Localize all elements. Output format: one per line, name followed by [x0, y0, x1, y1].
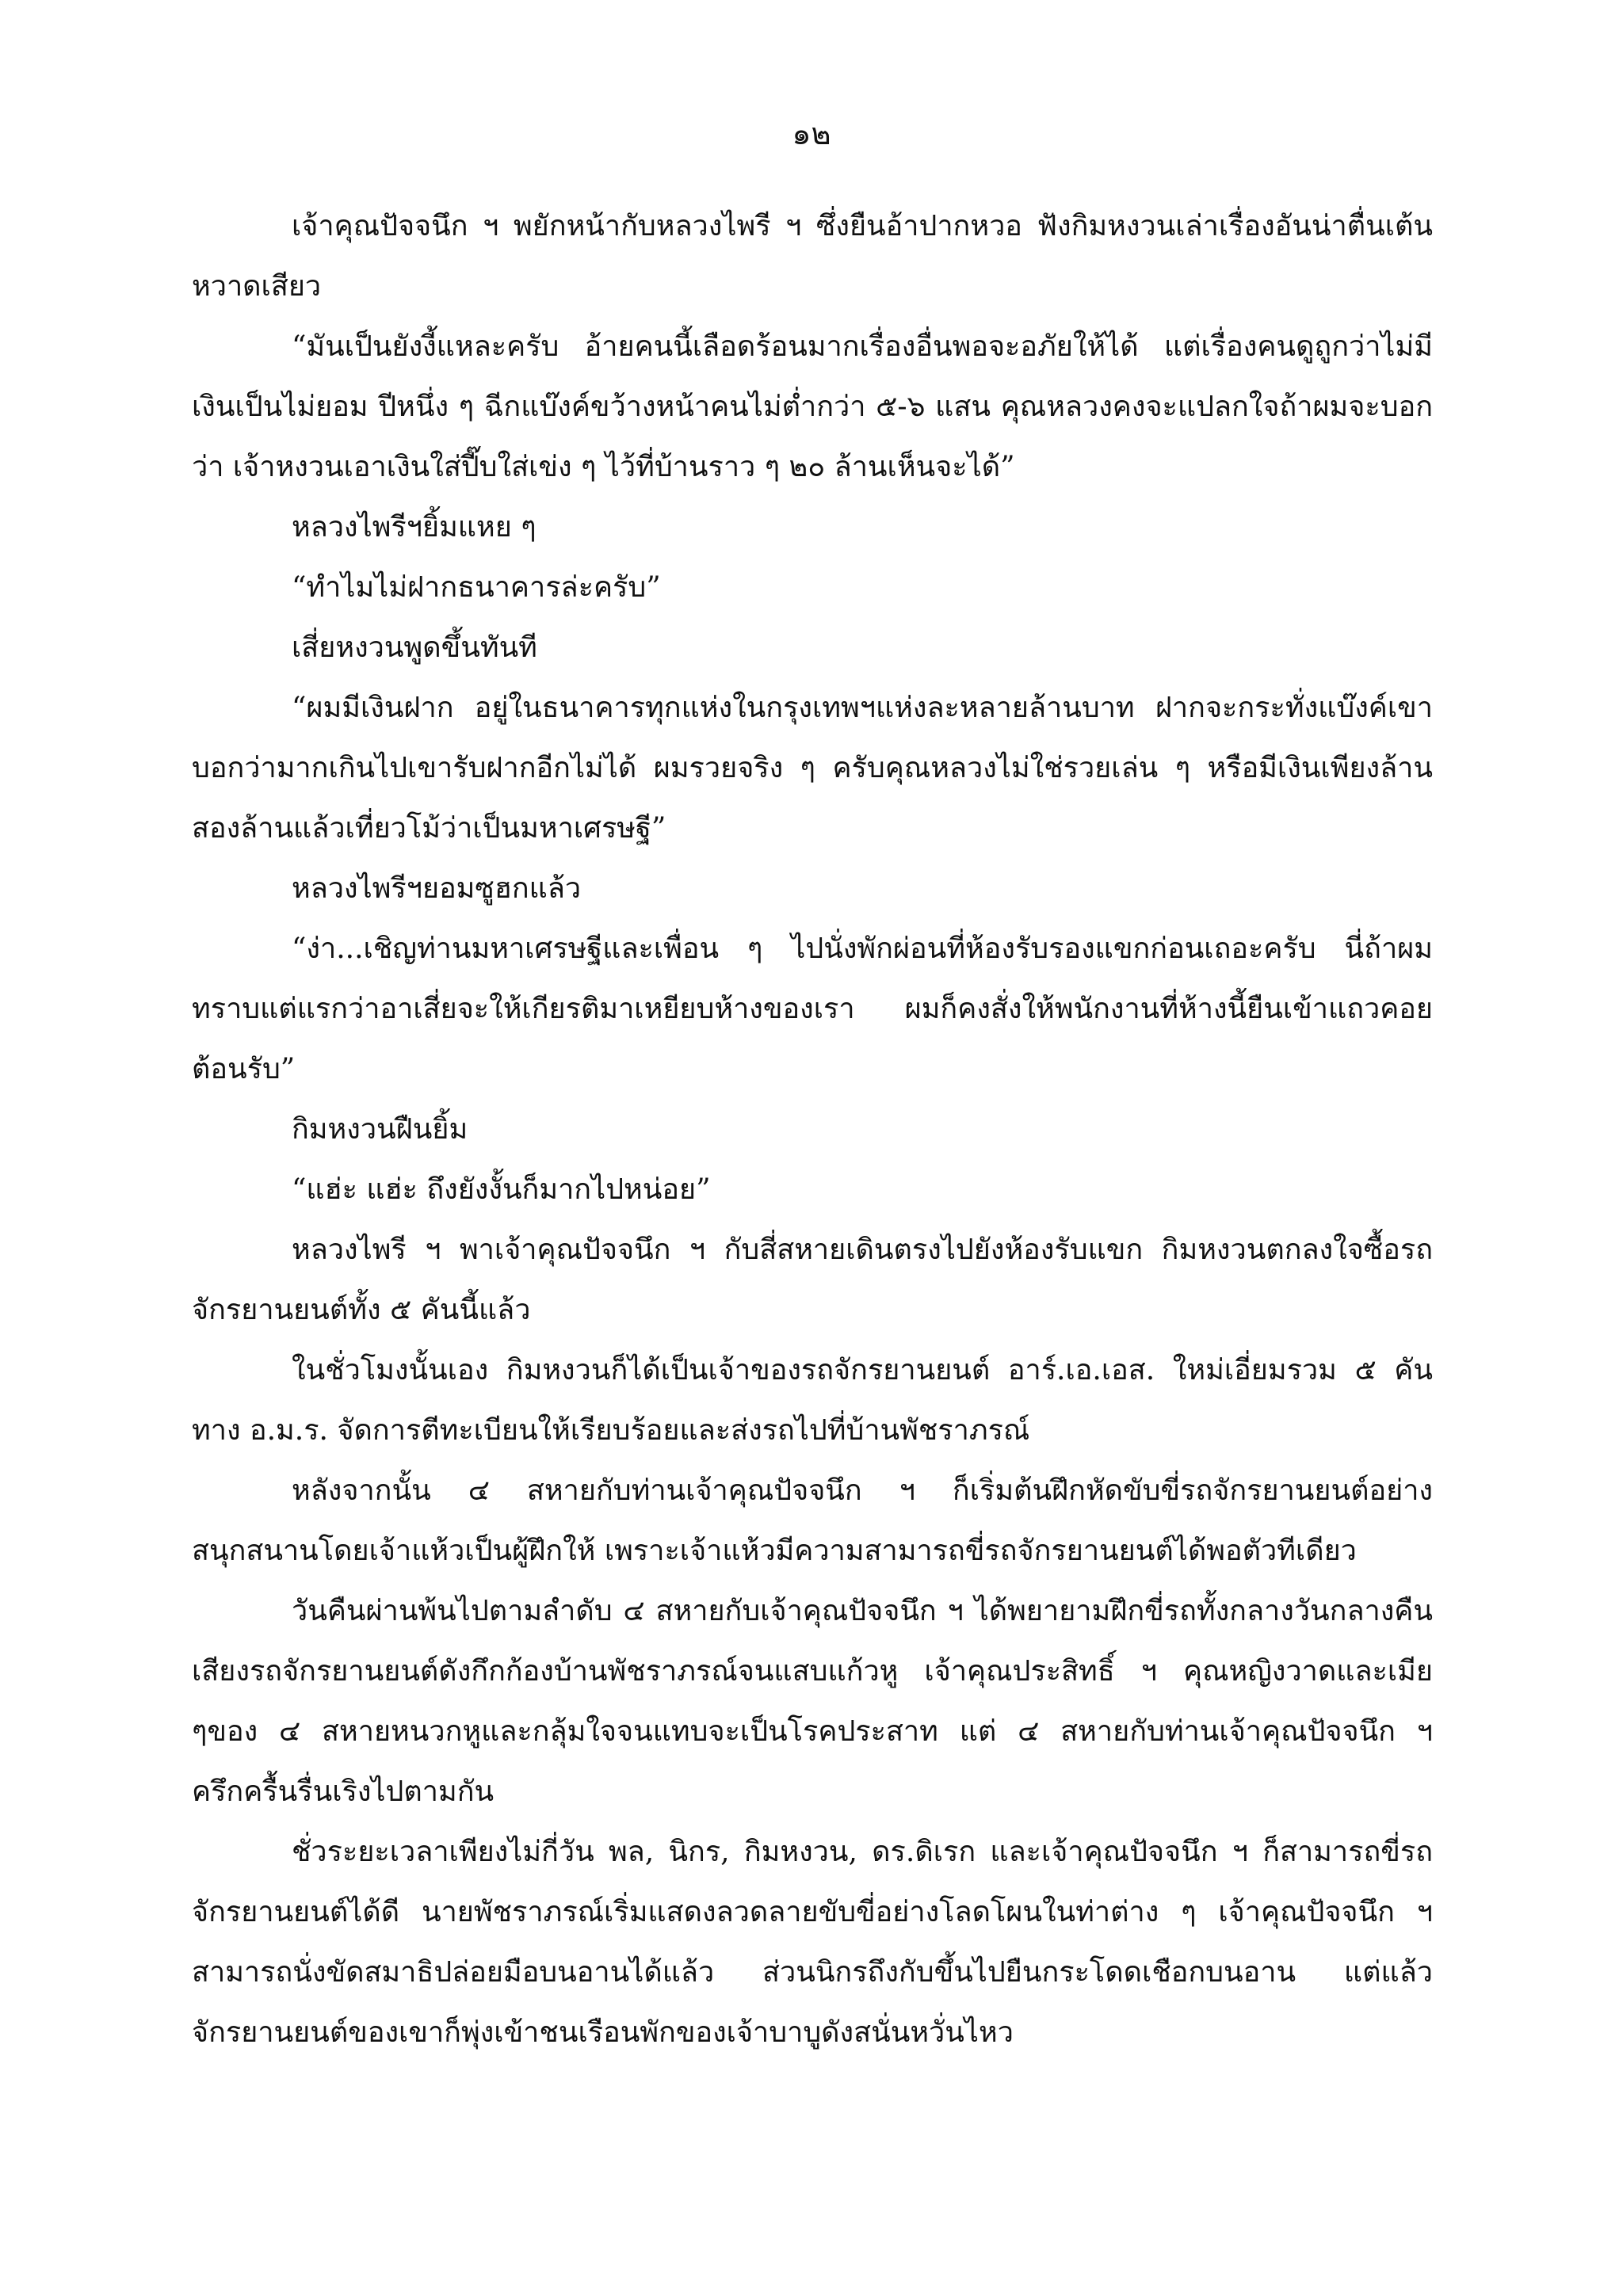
paragraph: “แฮ่ะ แฮ่ะ ถึงยังงั้นก็มากไปหน่อย”	[292, 1173, 711, 1206]
paragraph: “ง่า...เชิญท่านมหาเศรษฐีและเพื่อน ๆ ไปนั่งพักผ่อนที่ห้องรับรองแขกก่อนเถอะครับ นี่ถ้าผมทราบแต่แรกว่าอาเสี่ยจะให้เกียรติมาเหยียบห้างของเรา ผมก็คงสั่งให้พนักงานที่ห้างนี้ยืนเข้าแถวคอยต้อนรับ”	[192, 933, 1433, 1085]
paragraph: หลวงไพรีฯยิ้มแหย ๆ	[292, 511, 537, 543]
paragraph: ชั่วระยะเวลาเพียงไม่กี่วัน พล, นิกร, กิมหงวน, ดร.ดิเรก และเจ้าคุณปัจจนึก ฯ ก็สามารถขี่รถจักรยานยนต์ได้ดี นายพัชราภรณ์เริ่มแสดงลวดลายขับขี่อย่างโลดโผนในท่าต่าง ๆ เจ้าคุณปัจจนึก ฯสามารถนั่งขัดสมาธิปล่อยมือบนอานได้แล้ว ส่วนนิกรถึงกับขึ้นไปยืนกระโดดเชือกบนอาน แต่แล้วจักรยานยนต์ของเขาก็พุ่งเข้าชนเรือนพักของเจ้าบาบูดังสนั่นหวั่นไหว	[192, 1836, 1433, 2049]
paragraph: เสี่ยหงวนพูดขึ้นทันที	[292, 631, 537, 664]
paragraph: หลวงไพรี ฯ พาเจ้าคุณปัจจนึก ฯ กับสี่สหายเดินตรงไปยังห้องรับแขก กิมหงวนตกลงใจซื้อรถจักรยานยนต์ทั้ง ๕ คันนี้แล้ว	[192, 1234, 1433, 1326]
paragraph: หลวงไพรีฯยอมซูฮกแล้ว	[292, 872, 582, 905]
paragraph: “มันเป็นยังงี้แหละครับ อ้ายคนนี้เลือดร้อนมากเรื่องอื่นพอจะอภัยให้ได้ แต่เรื่องคนดูถูกว่าไม่มีเงินเป็นไม่ยอม ปีหนึ่ง ๆ ฉีกแบ๊งค์ขว้างหน้าคนไม่ต่ำกว่า ๕-๖ แสน คุณหลวงคงจะแปลกใจถ้าผมจะบอกว่า เจ้าหงวนเอาเงินใส่ปี๊บใส่เข่ง ๆ ไว้ที่บ้านราว ๆ ๒๐ ล้านเห็นจะได้”	[192, 330, 1433, 483]
paragraph: “ผมมีเงินฝาก อยู่ในธนาคารทุกแห่งในกรุงเทพฯแห่งละหลายล้านบาท ฝากจะกระทั่งแบ๊งค์เขาบอกว่ามากเกินไปเขารับฝากอีกไม่ได้ ผมรวยจริง ๆ ครับคุณหลวงไม่ใช่รวยเล่น ๆ หรือมีเงินเพียงล้านสองล้านแล้วเที่ยวโม้ว่าเป็นมหาเศรษฐี”	[192, 692, 1433, 845]
paragraph: ในชั่วโมงนั้นเอง กิมหงวนก็ได้เป็นเจ้าของรถจักรยานยนต์ อาร์.เอ.เอส. ใหม่เอี่ยมรวม ๕ คันทาง อ.ม.ร. จัดการตีทะเบียนให้เรียบร้อยและส่งรถไปที่บ้านพัชราภรณ์	[192, 1354, 1433, 1447]
document-body	[192, 196, 1433, 2063]
paragraph: “ทำไมไม่ฝากธนาคารล่ะครับ”	[292, 571, 661, 604]
page-number: ๑๒	[792, 116, 831, 151]
paragraph: วันคืนผ่านพ้นไปตามลำดับ ๔ สหายกับเจ้าคุณปัจจนึก ฯ ได้พยายามฝึกขี่รถทั้งกลางวันกลางคืนเสียงรถจักรยานยนต์ดังกึกก้องบ้านพัชราภรณ์จนแสบแก้วหู เจ้าคุณประสิทธิ์ ฯ คุณหญิงวาดและเมีย ๆของ ๔ สหายหนวกหูและกลุ้มใจจนแทบจะเป็นโรคประสาท แต่ ๔ สหายกับท่านเจ้าคุณปัจจนึก ฯครึกครื้นรื่นเริงไปตามกัน	[192, 1595, 1433, 1808]
paragraph: หลังจากนั้น ๔ สหายกับท่านเจ้าคุณปัจจนึก ฯ ก็เริ่มต้นฝึกหัดขับขี่รถจักรยานยนต์อย่างสนุกสนานโดยเจ้าแห้วเป็นผู้ฝึกให้ เพราะเจ้าแห้วมีความสามารถขี่รถจักรยานยนต์ได้พอตัวทีเดียว	[192, 1474, 1433, 1567]
paragraph: กิมหงวนฝืนยิ้ม	[292, 1113, 468, 1146]
paragraph: เจ้าคุณปัจจนึก ฯ พยักหน้ากับหลวงไพรี ฯ ซึ่งยืนอ้าปากหวอ ฟังกิมหงวนเล่าเรื่องอันน่าตื่นเต้นหวาดเสียว	[192, 210, 1433, 303]
